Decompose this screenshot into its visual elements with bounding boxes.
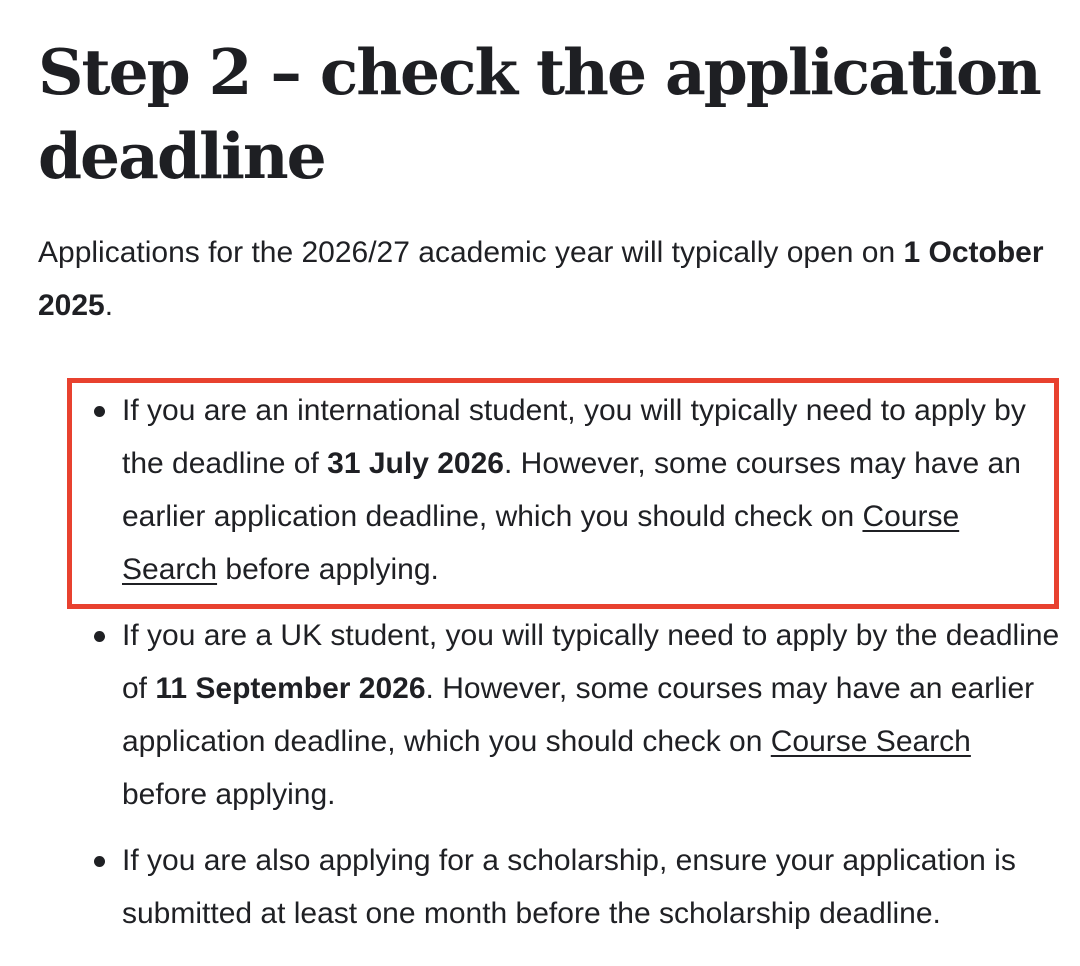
intro-end: . xyxy=(104,289,114,322)
intro-paragraph xyxy=(38,226,1048,332)
intro-text: Applications for the 2026/27 academic year will typically open on xyxy=(38,236,904,269)
section-heading: Step 2 – check the application deadline xyxy=(38,35,1040,193)
list-item-text xyxy=(122,394,1026,586)
open-date: 1 October 2025 xyxy=(38,236,1044,322)
list-item-international xyxy=(0,384,1080,596)
bullet-dot-icon xyxy=(94,856,105,867)
list-item-text: If you are also applying for a scholarship, ensure your application is submitted at least one month before the scholarship deadline. xyxy=(122,844,1016,930)
deadline-date: 31 July 2026 xyxy=(327,447,504,480)
list-item-scholarship xyxy=(0,834,1080,940)
text-segment: before applying. xyxy=(217,553,439,586)
list-item-uk xyxy=(0,609,1080,821)
text-segment: If you are an international student, you will typically need to apply by the deadline of xyxy=(122,394,1026,480)
deadline-date: 11 September 2026 xyxy=(155,672,426,705)
bullet-dot-icon xyxy=(94,406,105,417)
text-segment: . However, some courses may have an earlier application deadline, which you should check on xyxy=(122,447,1021,533)
text-segment: before applying. xyxy=(122,778,336,811)
bullet-dot-icon xyxy=(94,631,105,642)
text-segment: . However, some courses may have an earlier application deadline, which you should check on xyxy=(122,672,1035,758)
list-item-text xyxy=(122,619,1059,811)
text-segment: If you are a UK student, you will typically need to apply by the deadline of xyxy=(122,619,1060,705)
course-search-link[interactable]: Course Search xyxy=(770,725,971,758)
course-search-link[interactable]: Course Search xyxy=(122,500,960,586)
deadline-list xyxy=(0,384,1080,940)
